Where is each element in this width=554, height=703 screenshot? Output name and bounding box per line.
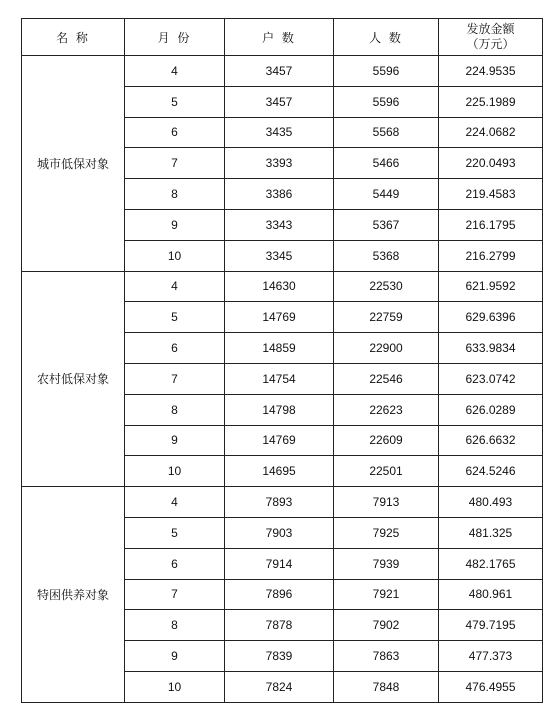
table-row: [22, 487, 543, 518]
people-cell: 22501: [334, 456, 439, 487]
amount-cell: 626.6632: [439, 425, 543, 456]
table-row: [22, 271, 543, 302]
people-cell: 22609: [334, 425, 439, 456]
header-people: 人 数: [334, 19, 439, 56]
people-cell: 22530: [334, 271, 439, 302]
people-cell: 22546: [334, 363, 439, 394]
amount-cell: 623.0742: [439, 363, 543, 394]
people-cell: 5596: [334, 56, 439, 87]
month-cell: 10: [125, 240, 225, 271]
households-cell: 3345: [225, 240, 334, 271]
households-cell: 14769: [225, 302, 334, 333]
month-cell: 8: [125, 394, 225, 425]
month-cell: 8: [125, 179, 225, 210]
assistance-table: [21, 18, 543, 703]
month-cell: 10: [125, 671, 225, 702]
header-amount: [439, 19, 543, 56]
header-amount-label: 发放金额: [466, 22, 515, 36]
amount-cell: 216.2799: [439, 240, 543, 271]
people-cell: 5568: [334, 117, 439, 148]
people-cell: 22759: [334, 302, 439, 333]
month-cell: 6: [125, 117, 225, 148]
amount-cell: 220.0493: [439, 148, 543, 179]
amount-cell: 629.6396: [439, 302, 543, 333]
amount-cell: 224.0682: [439, 117, 543, 148]
amount-cell: 477.373: [439, 641, 543, 672]
people-cell: 5368: [334, 240, 439, 271]
table-body: [22, 56, 543, 703]
households-cell: 14769: [225, 425, 334, 456]
people-cell: 7848: [334, 671, 439, 702]
households-cell: 3457: [225, 86, 334, 117]
amount-cell: 480.493: [439, 487, 543, 518]
households-cell: 7839: [225, 641, 334, 672]
people-cell: 5596: [334, 86, 439, 117]
month-cell: 4: [125, 271, 225, 302]
people-cell: 5449: [334, 179, 439, 210]
month-cell: 9: [125, 425, 225, 456]
month-cell: 5: [125, 302, 225, 333]
month-cell: 7: [125, 579, 225, 610]
households-cell: 3386: [225, 179, 334, 210]
people-cell: 7925: [334, 517, 439, 548]
month-cell: 8: [125, 610, 225, 641]
households-cell: 7893: [225, 487, 334, 518]
amount-cell: 219.4583: [439, 179, 543, 210]
households-cell: 3435: [225, 117, 334, 148]
category-cell: 城市低保对象: [22, 56, 125, 272]
households-cell: 3343: [225, 209, 334, 240]
month-cell: 5: [125, 86, 225, 117]
people-cell: 7939: [334, 548, 439, 579]
people-cell: 7913: [334, 487, 439, 518]
header-category: 名 称: [22, 19, 125, 56]
households-cell: 7878: [225, 610, 334, 641]
households-cell: 14859: [225, 333, 334, 364]
month-cell: 9: [125, 641, 225, 672]
category-cell: 农村低保对象: [22, 271, 125, 487]
people-cell: 22900: [334, 333, 439, 364]
people-cell: 22623: [334, 394, 439, 425]
households-cell: 3393: [225, 148, 334, 179]
amount-cell: 224.9535: [439, 56, 543, 87]
households-cell: 14798: [225, 394, 334, 425]
header-row: [22, 19, 543, 56]
amount-cell: 621.9592: [439, 271, 543, 302]
month-cell: 9: [125, 209, 225, 240]
households-cell: 14695: [225, 456, 334, 487]
month-cell: 6: [125, 548, 225, 579]
households-cell: 7914: [225, 548, 334, 579]
header-amount-unit: （万元）: [466, 37, 515, 51]
amount-cell: 225.1989: [439, 86, 543, 117]
month-cell: 5: [125, 517, 225, 548]
households-cell: 7896: [225, 579, 334, 610]
month-cell: 6: [125, 333, 225, 364]
amount-cell: 482.1765: [439, 548, 543, 579]
people-cell: 5466: [334, 148, 439, 179]
households-cell: 3457: [225, 56, 334, 87]
amount-cell: 626.0289: [439, 394, 543, 425]
header-month: 月 份: [125, 19, 225, 56]
people-cell: 7921: [334, 579, 439, 610]
people-cell: 7863: [334, 641, 439, 672]
amount-cell: 476.4955: [439, 671, 543, 702]
amount-cell: 633.9834: [439, 333, 543, 364]
month-cell: 7: [125, 148, 225, 179]
month-cell: 7: [125, 363, 225, 394]
month-cell: 10: [125, 456, 225, 487]
month-cell: 4: [125, 56, 225, 87]
amount-cell: 216.1795: [439, 209, 543, 240]
households-cell: 7824: [225, 671, 334, 702]
amount-cell: 481.325: [439, 517, 543, 548]
people-cell: 5367: [334, 209, 439, 240]
table-row: [22, 56, 543, 87]
households-cell: 7903: [225, 517, 334, 548]
households-cell: 14754: [225, 363, 334, 394]
amount-cell: 480.961: [439, 579, 543, 610]
header-households: 户 数: [225, 19, 334, 56]
month-cell: 4: [125, 487, 225, 518]
amount-cell: 479.7195: [439, 610, 543, 641]
amount-cell: 624.5246: [439, 456, 543, 487]
people-cell: 7902: [334, 610, 439, 641]
category-cell: 特困供养对象: [22, 487, 125, 703]
households-cell: 14630: [225, 271, 334, 302]
